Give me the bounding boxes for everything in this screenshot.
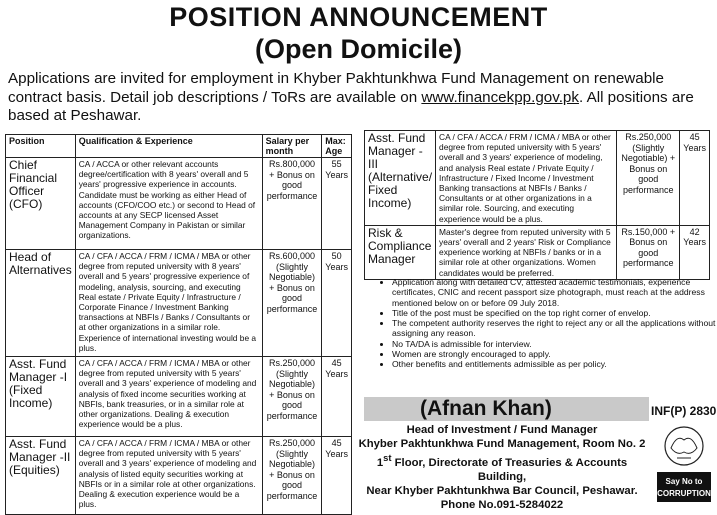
list-item: • Application along with detailed CV, attested academic testimonials, experience certificates, CNIC and recent passport size photograph, must reach at the address mentioned below on or before 09 July 2018. [392,277,717,308]
header-position: Position [6,135,76,158]
list-item: • Women are strongly encouraged to apply. [392,349,717,359]
contact-phone: Phone No.091-5284022 [440,498,564,511]
salary-cell: Rs.250,000 (Slightly Negotiable) + Bonus on good performance [262,437,322,515]
salary-cell: Rs.600,000 (Slightly Negotiable) + Bonus on good performance [262,250,322,357]
position-cell: Asst. Fund Manager -III (Alternative/ Fixed Income) [365,131,436,226]
salary-cell: Rs.250,000 (Slightly Negotiable) + Bonus on good performance [262,357,322,437]
salary-cell: Rs.800,000 + Bonus on good performance [262,158,322,250]
age-cell: 45 Years [322,437,352,515]
position-cell: Asst. Fund Manager -II (Equities) [6,437,76,515]
header-qualification: Qualification & Experience [75,135,262,158]
announcement-subtitle: (Open Domicile) [254,34,463,64]
table-row [365,131,710,226]
age-cell: 45 Years [680,131,710,226]
qualification-cell: CA / CFA / ACCA / FRM / ICMA / MBA or other degree from reputed university with 5 years' overall and 3 years' experience of modeling and analysis of listed equity securities working at NBFIs or in a similar role at other organizations. Dealing & execution experience would be a plus. [75,437,262,515]
floor-text: Floor, Directorate of Treasuries & Accounts Building, [394,456,628,483]
positions-table-right [364,130,710,280]
salary-cell: Rs.150,000 + Bonus on good performance [617,225,680,279]
table-row [6,357,352,437]
table-header-row [6,135,352,158]
announcement-title: POSITION ANNOUNCEMENT [169,2,548,32]
contact-designation: Head of Investment / Fund Manager [406,424,598,436]
table-row [6,158,352,250]
table-row [6,437,352,515]
contact-address [352,423,652,512]
intro-paragraph [8,70,708,126]
intro-text-end: . All positions are based at Peshawar. [8,88,694,124]
list-item: • Other benefits and entitlements admissible as per policy. [392,359,717,369]
age-cell: 45 Years [322,357,352,437]
logo-text-bottom: CORRUPTION [657,489,711,498]
notes-list [380,277,717,370]
salary-cell: Rs.250,000 (Slightly Negotiable) + Bonus on good performance [617,131,680,226]
table-row [6,250,352,357]
position-cell: Risk & Compliance Manager [365,225,436,279]
logo-text-top: Say No to [665,477,703,486]
qualification-cell: CA / CFA / ACCA / FRM / ICMA / MBA or other degree from reputed university with 8 years' overall and 5 years' progressive experience of modeling, analysis, sourcing, and executing Real estate / Private Equity / Infrastructure / Corporate Finance / Investment Banking transactions at NBFIs / Banks / Consultants or at other organizations in a similar role. Experience of international investing would be a plus. [75,250,262,357]
qualification-cell: CA / CFA / ACCA / FRM / ICMA / MBA or other degree from reputed university with 5 years' overall and 3 years' experience of modeling and analysis of fixed income securities working at NBFIs, bank treasuries, or in a similar role at other organizations. Dealing & execution experience would be a plus. [75,357,262,437]
positions-table-left [5,134,352,515]
age-cell: 42 Years [680,225,710,279]
qualification-cell: Master's degree from reputed university with 5 years' overall and 2 years' Risk or Compliance experience working at NBFIs / banks or in a similar role at other organizations. Women candidates would be preferred. [436,225,617,279]
position-cell: Head of Alternatives [6,250,76,357]
header-salary: Salary per month [262,135,322,158]
table-row [365,225,710,279]
list-item: • Title of the post must be specified on the top right corner of envelop. [392,308,717,318]
contact-floor: 1st Floor, Directorate of Treasuries & Accounts Building, [376,452,628,483]
position-cell: Asst. Fund Manager -I (Fixed Income) [6,357,76,437]
age-cell: 50 Years [322,250,352,357]
list-item: • No TA/DA is admissible for interview. [392,339,717,349]
age-cell: 55 Years [322,158,352,250]
intro-text: Applications are invited for employment in Khyber Pakhtunkhwa Fund Management on renewable contract basis. Detail job descriptions / ToRs are available on [8,70,664,106]
header-age: Max: Age [322,135,352,158]
website-link[interactable]: www.financekpp.gov.pk [421,88,579,106]
contact-org: Khyber Pakhtunkhwa Fund Management, Room No. 2 [358,438,646,450]
position-cell: Chief Financial Officer (CFO) [6,158,76,250]
qualification-cell: CA / ACCA or other relevant accounts degree/certification with 8 years' overall and 5 years' progressive experience in accounts. Candidate must be working as either Head of accounts (CFO/COO etc.) or second to Head of accounts at any SECP licensed Asset Management Company in Pakistan or similar organizations. [75,158,262,250]
contact-name: (Afnan Khan) [420,397,552,420]
reference-number: INF(P) 2830 [651,404,717,418]
say-no-to-corruption-logo [655,424,713,506]
contact-near: Near Khyber Pakhtunkhwa Bar Council, Peshawar. [366,484,638,497]
qualification-cell: CA / CFA / ACCA / FRM / ICMA / MBA or other degree from reputed university with 5 years' overall and 3 years' experience of modeling, and analysis Real estate / Private Equity / Infrastructure / Fixed Income / Investment Banking transactions at NBFIs / Banks / Consultants or at other organizations in a similar role. Sourcing, and executing experience would be a plus. [436,131,617,226]
floor-superscript: st [383,452,392,463]
list-item: • The competent authority reserves the right to reject any or all the applications without assigning any reason. [392,318,717,339]
